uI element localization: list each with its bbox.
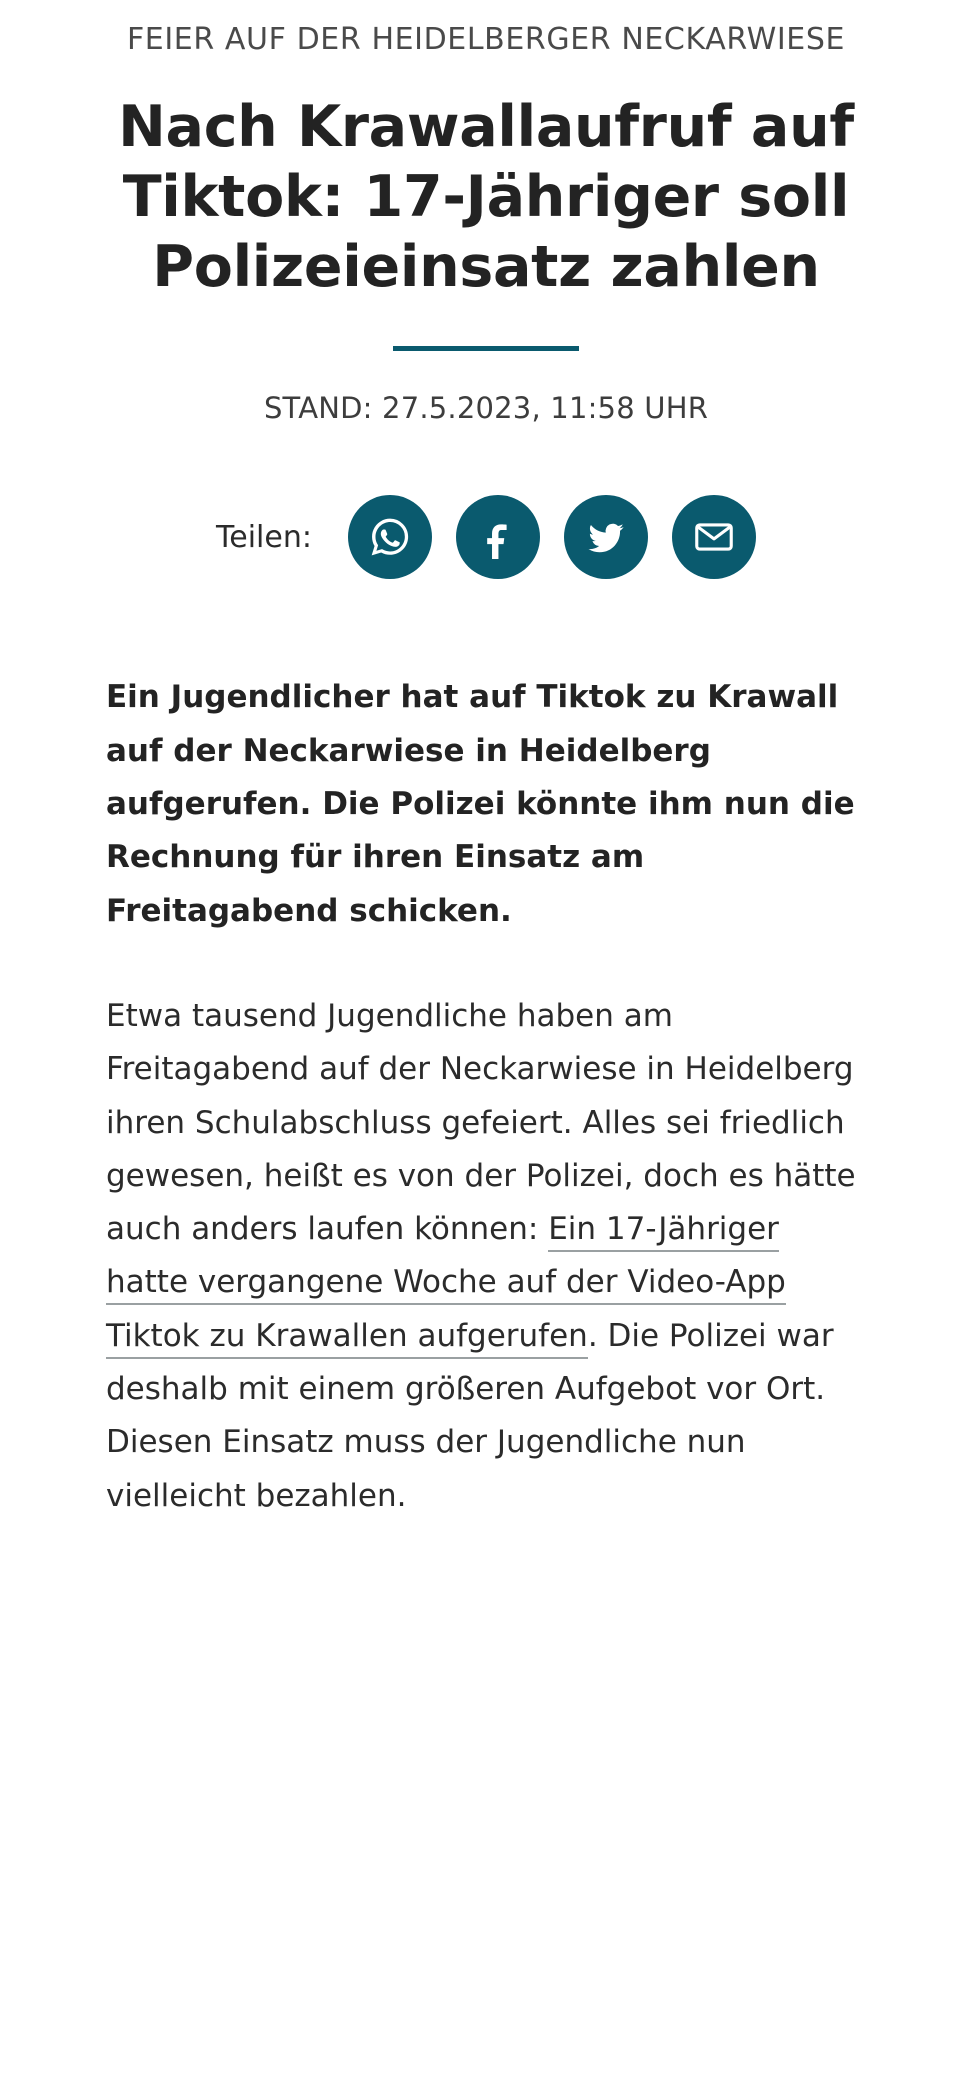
share-twitter-button[interactable] — [564, 495, 648, 579]
share-facebook-button[interactable] — [456, 495, 540, 579]
whatsapp-icon — [368, 515, 412, 559]
title-divider — [393, 346, 579, 351]
share-label: Teilen: — [216, 519, 312, 555]
share-email-button[interactable] — [672, 495, 756, 579]
share-bar — [40, 495, 932, 579]
paragraph-text-after-link: . Die Polizei war deshalb mit einem größeren Aufgebot vor Ort. Diesen Einsatz muss der Jugendliche nun vielleicht bezahlen. — [106, 1317, 834, 1514]
facebook-icon — [476, 515, 520, 559]
paragraph-text-before-link: Etwa tausend Jugendliche haben am Freitagabend auf der Neckarwiese in Heidelberg ihren Schulabschluss gefeiert. Alles sei friedlich gewesen, heißt es von der Polizei, doch es hätte auch anders laufen können: — [106, 997, 856, 1248]
article-page — [0, 22, 972, 2094]
article-body — [40, 671, 932, 1523]
article-timestamp: STAND: 27.5.2023, 11:58 UHR — [263, 391, 709, 426]
email-icon — [692, 515, 736, 559]
twitter-icon — [584, 515, 628, 559]
page-title: Nach Krawallaufruf auf Tiktok: 17-Jähriger soll Polizeieinsatz zahlen — [118, 94, 854, 301]
article-kicker: FEIER AUF DER HEIDELBERGER NECKARWIESE — [126, 22, 846, 57]
article-lead: Ein Jugendlicher hat auf Tiktok zu Krawall auf der Neckarwiese in Heidelberg aufgerufen. Die Polizei könnte ihm nun die Rechnung für ihren Einsatz am Freitagabend schicken. — [106, 679, 855, 929]
title-divider-wrap — [40, 346, 932, 351]
article-paragraph-1 — [106, 990, 867, 1523]
tiktok-krawall-link[interactable]: Ein 17-Jähriger hatte vergangene Woche auf der Video-App Tiktok zu Krawallen aufgerufen — [106, 1211, 786, 1359]
share-whatsapp-button[interactable] — [348, 495, 432, 579]
